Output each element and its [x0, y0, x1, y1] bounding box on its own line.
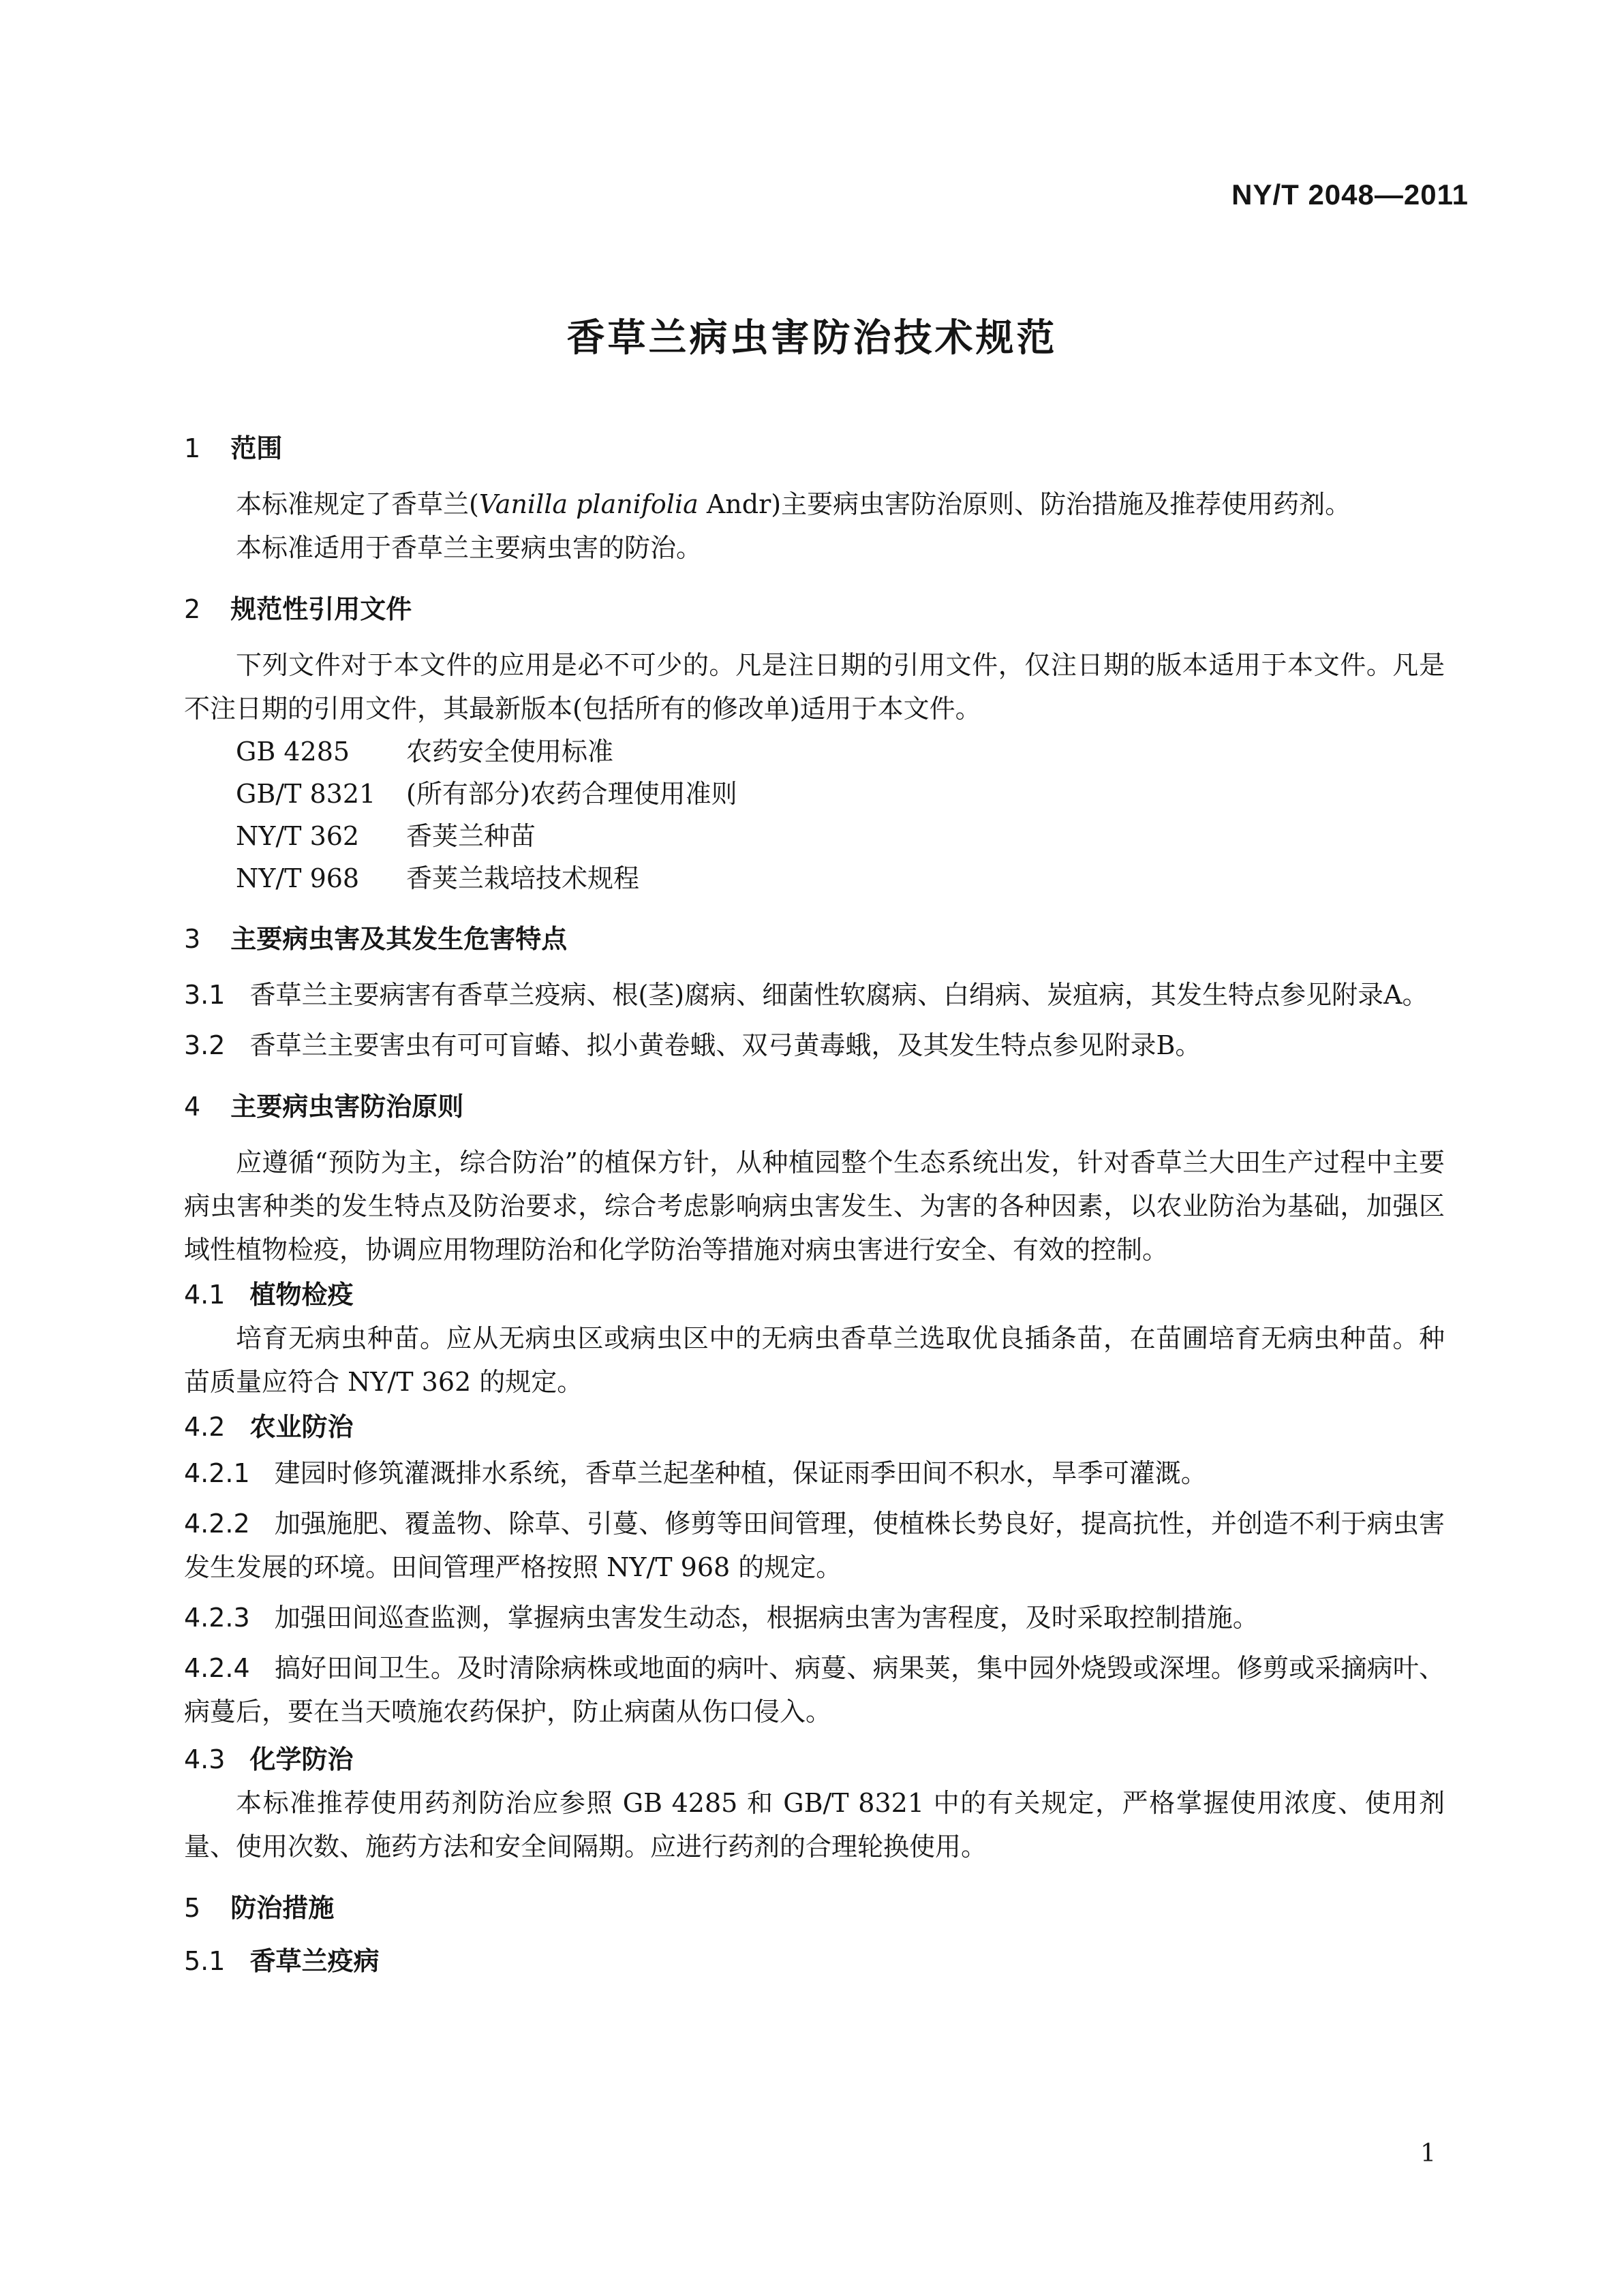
subsection-heading-chemical [184, 1740, 1445, 1778]
section-number: 3 [184, 924, 201, 954]
section-heading-scope [184, 429, 1445, 467]
subsection-number: 4.1 [184, 1280, 226, 1310]
document-body [184, 429, 1445, 1983]
section-number: 2 [184, 594, 201, 624]
reference-code: NY/T 968 [236, 863, 360, 893]
subsection-title: 化学防治 [249, 1744, 354, 1774]
subsection-number: 4.2 [184, 1412, 226, 1442]
text-run: 本标准规定了香草兰( [236, 489, 479, 519]
clause-4-2-3 [184, 1596, 1445, 1639]
paragraph-principles: 应遵循“预防为主，综合防治”的植保方针，从种植园整个生态系统出发，针对香草兰大田生产过程中主要病虫害种类的发生特点及防治要求，综合考虑影响病虫害发生、为害的各种因素，以农业防治为基础，加强区域性植物检疫，协调应用物理防治和化学防治等措施对病虫害进行安全、有效的控制。 [184, 1147, 1445, 1265]
section-title: 规范性引用文件 [230, 594, 412, 624]
section-heading-pests [184, 920, 1445, 958]
section-number: 5 [184, 1893, 201, 1923]
section-number: 1 [184, 433, 201, 463]
text-run: Andr)主要病虫害防治原则、防治措施及推荐使用药剂。 [698, 489, 1351, 519]
section-number: 4 [184, 1092, 201, 1122]
subsection-number: 5.1 [184, 1946, 226, 1976]
reference-name: 农药安全使用标准 [406, 737, 614, 767]
reference-item [236, 815, 1445, 857]
subsection-title: 植物检疫 [249, 1280, 354, 1310]
reference-code: GB 4285 [236, 737, 350, 767]
subsection-number: 4.3 [184, 1744, 226, 1774]
section-title: 范围 [230, 433, 283, 463]
reference-name: 香荚兰种苗 [406, 821, 536, 851]
clause-text: 香草兰主要病害有香草兰疫病、根(茎)腐病、细菌性软腐病、白绢病、炭疽病，其发生特点参见附录A。 [249, 980, 1428, 1010]
clause-4-2-4 [184, 1646, 1445, 1734]
clause-number: 3.1 [184, 980, 226, 1010]
paragraph-scope-1 [184, 482, 1445, 526]
clause-text: 加强施肥、覆盖物、除草、引蔓、修剪等田间管理，使植株长势良好，提高抗性，并创造不利于病虫害发生发展的环境。田间管理严格按照 NY/T 968 的规定。 [184, 1509, 1445, 1582]
document-title: 香草兰病虫害防治技术规范 [566, 316, 1058, 360]
subsection-title: 农业防治 [249, 1412, 354, 1442]
clause-number: 4.2.2 [184, 1509, 250, 1539]
clause-text: 建园时修筑灌溉排水系统，香草兰起垄种植，保证雨季田间不积水，旱季可灌溉。 [274, 1458, 1207, 1488]
paragraph-references: 下列文件对于本文件的应用是必不可少的。凡是注日期的引用文件，仅注日期的版本适用于本文件。凡是不注日期的引用文件，其最新版本(包括所有的修改单)适用于本文件。 [184, 650, 1445, 724]
section-heading-measures [184, 1889, 1445, 1927]
paragraph-scope-2: 本标准适用于香草兰主要病虫害的防治。 [236, 533, 703, 563]
reference-code: NY/T 362 [236, 821, 360, 851]
reference-name: (所有部分)农药合理使用准则 [406, 779, 737, 809]
subsection-heading-phytophthora [184, 1942, 1445, 1980]
reference-code: GB/T 8321 [236, 779, 376, 809]
clause-text: 香草兰主要害虫有可可盲蝽、拟小黄卷蛾、双弓黄毒蛾，及其发生特点参见附录B。 [249, 1030, 1201, 1060]
reference-name: 香荚兰栽培技术规程 [406, 863, 640, 893]
subsection-heading-agricultural [184, 1408, 1445, 1446]
clause-number: 4.2.1 [184, 1458, 250, 1488]
paragraph-quarantine: 培育无病虫种苗。应从无病虫区或病虫区中的无病虫香草兰选取优良插条苗，在苗圃培育无病虫种苗。种苗质量应符合 NY/T 362 的规定。 [184, 1323, 1445, 1397]
standard-code: NY/T 2048—2011 [1231, 179, 1469, 211]
clause-3-2 [184, 1023, 1445, 1067]
section-title: 主要病虫害及其发生危害特点 [230, 924, 568, 954]
clause-3-1 [184, 973, 1445, 1017]
latin-species-name: Vanilla planifolia [478, 489, 699, 519]
section-title: 主要病虫害防治原则 [230, 1092, 464, 1122]
clause-4-2-2 [184, 1502, 1445, 1589]
section-heading-references [184, 590, 1445, 628]
clause-number: 3.2 [184, 1030, 226, 1060]
reference-item [236, 857, 1445, 899]
section-heading-principles [184, 1088, 1445, 1126]
clause-text: 搞好田间卫生。及时清除病株或地面的病叶、病蔓、病果荚，集中园外烧毁或深埋。修剪或采摘病叶、病蔓后，要在当天喷施农药保护，防止病菌从伤口侵入。 [184, 1653, 1445, 1727]
clause-text: 加强田间巡查监测，掌握病虫害发生动态，根据病虫害为害程度，及时采取控制措施。 [274, 1603, 1259, 1633]
paragraph-chemical: 本标准推荐使用药剂防治应参照 GB 4285 和 GB/T 8321 中的有关规定，严格掌握使用浓度、使用剂量、使用次数、施药方法和安全间隔期。应进行药剂的合理轮换使用。 [184, 1788, 1445, 1862]
reference-item [236, 773, 1445, 815]
section-title: 防治措施 [230, 1893, 335, 1923]
clause-number: 4.2.3 [184, 1603, 250, 1633]
page-number: 1 [1420, 2140, 1436, 2168]
clause-4-2-1 [184, 1451, 1445, 1495]
subsection-title: 香草兰疫病 [249, 1946, 380, 1976]
reference-list [236, 730, 1445, 899]
subsection-heading-quarantine [184, 1276, 1445, 1314]
clause-number: 4.2.4 [184, 1653, 250, 1683]
reference-item [236, 730, 1445, 773]
